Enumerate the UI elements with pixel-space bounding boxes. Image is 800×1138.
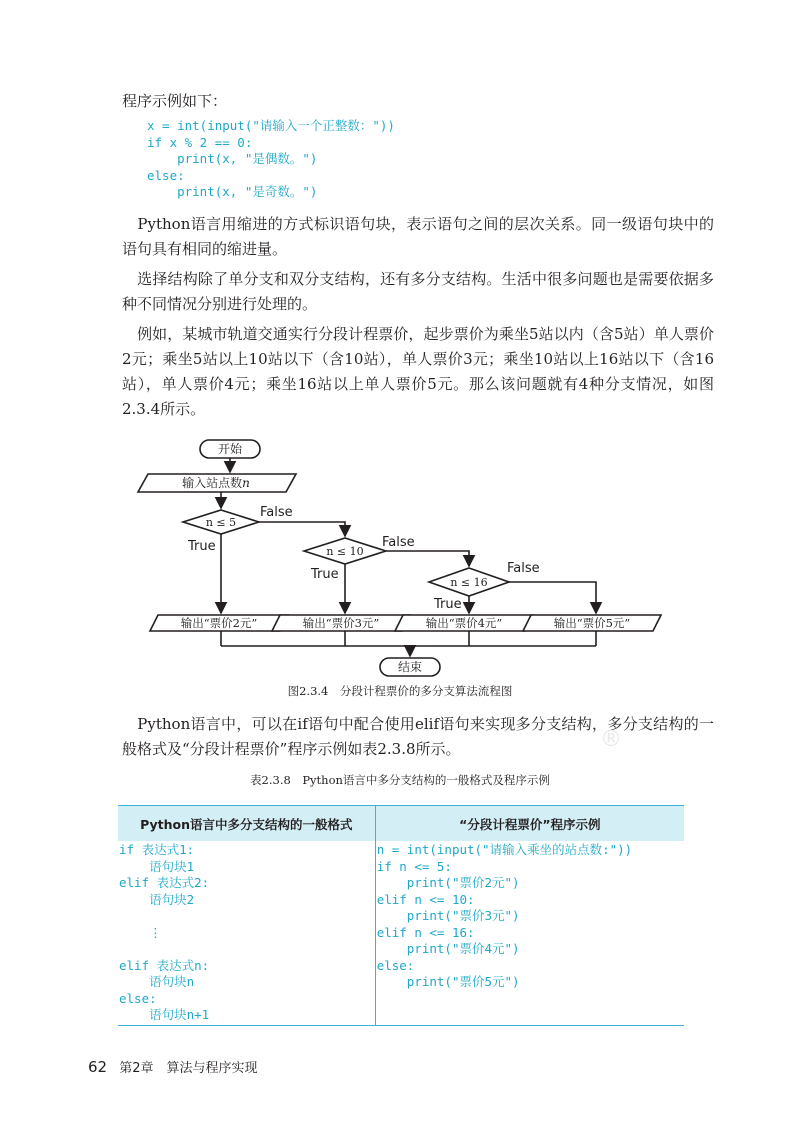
table-cell-example (375, 841, 684, 1025)
flow-end-label: 结束 (397, 660, 423, 674)
page-footer (88, 1057, 258, 1076)
paragraph-multi-branch: 选择结构除了单分支和双分支结构，还有多分支结构。生活中很多问题也是需要依据多种不同情况分别进行处理的。 (122, 270, 714, 313)
intro-text: 程序示例如下： (122, 92, 228, 110)
table-caption: 表2.3.8 Python语言中多分支结构的一般格式及程序示例 (250, 773, 550, 787)
paragraph-elif: Python语言中，可以在if语句中配合使用elif语句来实现多分支结构，多分支结构的一般格式及“分段计程票价”程序示例如表2.3.8所示。 (122, 715, 714, 758)
flow-false-1: False (260, 505, 293, 520)
flow-start-label: 开始 (217, 442, 243, 456)
general-syntax-code: if 表达式1: 语句块1 elif 表达式2: 语句块2 ⋮ elif 表达式n: 语句块n else: 语句块n+1 (119, 842, 210, 1022)
figure-caption: 图2.3.4 分段计程票价的多分支算法流程图 (287, 684, 513, 698)
flow-output-4-label: 输出“票价5元” (553, 616, 631, 630)
flow-false-2: False (382, 535, 415, 550)
code-example-even-odd: x = int(input("请输入一个正整数：")) if x % 2 == 0: print(x, "是偶数。") else: print(x, "是奇数。") (147, 118, 395, 199)
flow-true-3: True (434, 597, 462, 612)
flow-true-2: True (311, 567, 339, 582)
flowchart (130, 438, 670, 680)
paragraph-indentation: Python语言用缩进的方式标识语句块，表示语句之间的层次关系。同一级语句块中的语句具有相同的缩进量。 (122, 215, 714, 258)
flow-true-1: True (188, 539, 216, 554)
chapter-title: 第2章 算法与程序实现 (119, 1061, 258, 1076)
fare-program-code: n = int(input("请输入乘坐的站点数:")) if n <= 5: print("票价2元") elif n <= 10: print("票价3元") elif n <= 16: print("票价4元") else: print("票价5元") (376, 842, 633, 989)
flow-cond1-label: n ≤ 5 (205, 516, 237, 529)
flow-output-2-label: 输出“票价3元” (302, 616, 380, 630)
table-header-general: Python语言中多分支结构的一般格式 (118, 806, 375, 842)
flow-output-3-label: 输出“票价4元” (425, 616, 503, 630)
paragraph-fare-example: 例如，某城市轨道交通实行分段计程票价，起步票价为乘坐5站以内（含5站）单人票价2元；乘坐5站以上10站以下（含10站），单人票价3元；乘坐10站以上16站以下（含16站），单人票价4元；乘坐16站以上单人票价5元。那么该问题就有4种分支情况，如图2.3.4所示。 (122, 325, 714, 418)
table-cell-general (118, 841, 375, 1025)
flow-cond2-label: n ≤ 10 (326, 545, 364, 558)
registered-mark: ® (600, 727, 622, 752)
flow-false-3: False (507, 561, 540, 576)
page-number: 62 (88, 1058, 108, 1076)
syntax-table (118, 805, 684, 1026)
flow-input-label: 输入站点数n (182, 476, 250, 490)
flow-output-1-label: 输出“票价2元” (180, 616, 258, 630)
flow-cond3-label: n ≤ 16 (450, 576, 488, 589)
table-header-example: “分段计程票价”程序示例 (375, 806, 684, 842)
